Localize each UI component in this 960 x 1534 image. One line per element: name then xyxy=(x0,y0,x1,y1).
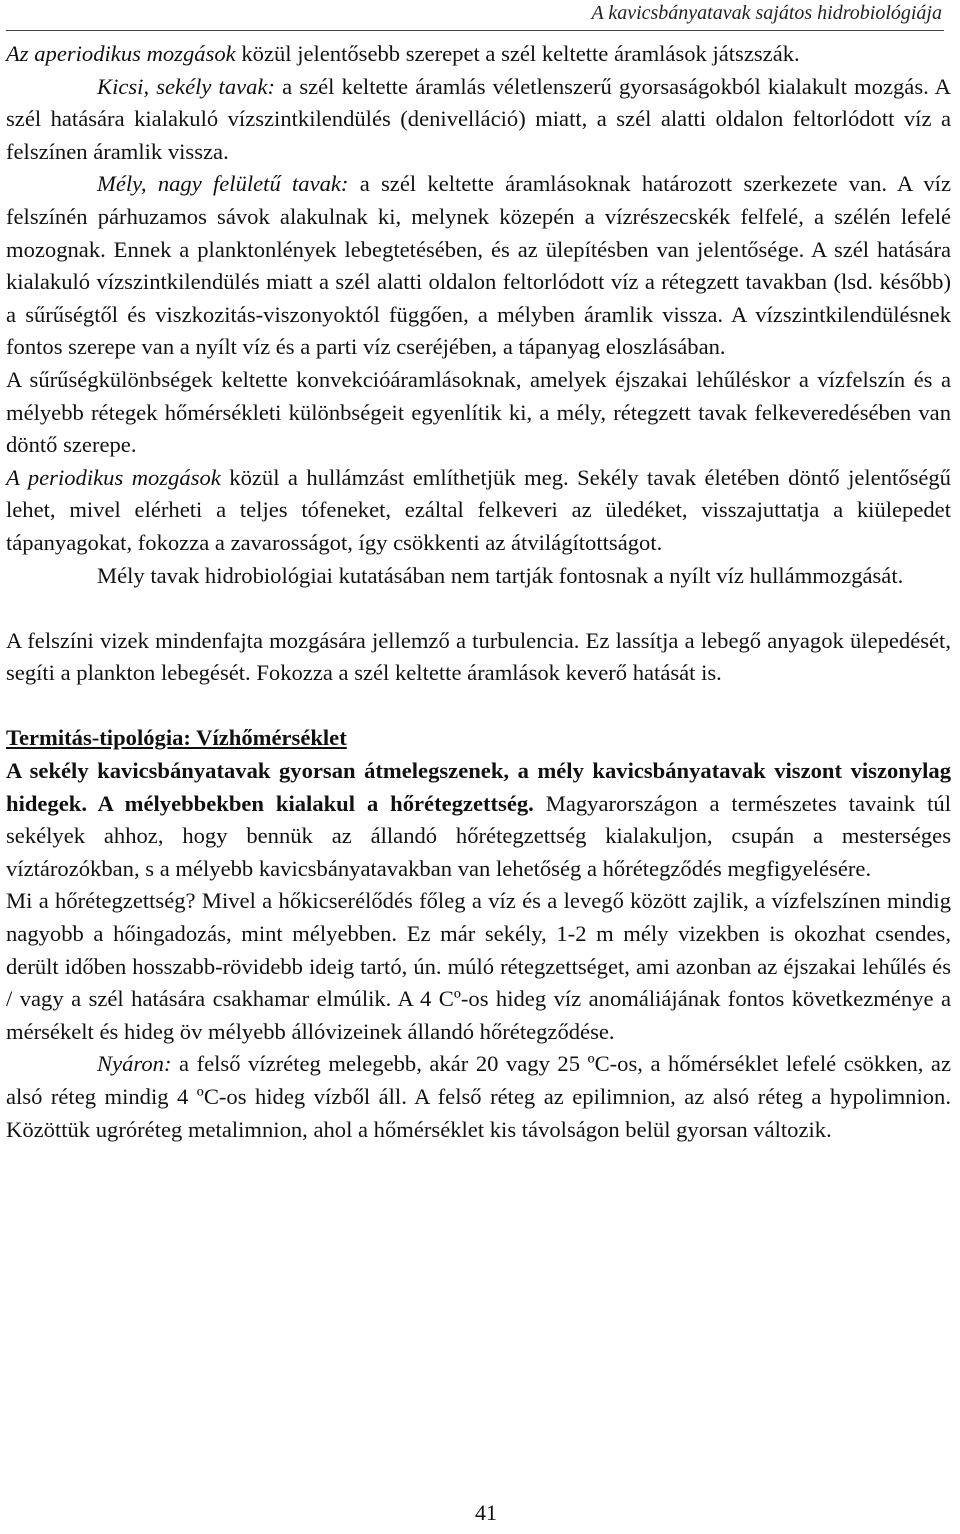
paragraph-stratification-intro xyxy=(6,755,951,885)
paragraph-small-lakes xyxy=(6,71,951,169)
paragraph-text: közül a hullámzást említhetjük meg. Sekély tavak életében döntő jelentőségű lehet, mivel elérheti a teljes tófeneket, ezáltal felkeveri az üledéket, visszajuttatja a kiülepedet tápanyagokat, fokozza a zavarosságot, így csökkenti az átvilágítottságot. xyxy=(6,464,951,555)
paragraph-aperiodic xyxy=(6,38,951,71)
paragraph-convection: A sűrűségkülönbségek keltette konvekcióáramlásoknak, amelyek éjszakai lehűléskor a vízfelszín és a mélyebb rétegek hőmérsékleti különbségeit egyenlítik ki, a mély, rétegzett tavak felkeveredésében van döntő szerepe. xyxy=(6,366,951,458)
page-body xyxy=(6,38,951,1146)
header-rule xyxy=(6,30,944,31)
term-aperiodic: Az aperiodikus mozgások xyxy=(6,41,236,66)
section-heading-text: Termitás-tipológia: Vízhőmérséklet xyxy=(6,725,347,751)
paragraph-text: közül jelentősebb szerepet a szél keltette áramlások játszszák. xyxy=(235,41,800,66)
paragraph-summer xyxy=(6,1048,951,1146)
term-summer: Nyáron: xyxy=(97,1051,172,1077)
paragraph-text: a szél keltette áramlásoknak határozott szerkezete van. A víz felszínén párhuzamos sávok alakulnak ki, melynek közepén a vízrészecskék felfelé, a szélén lefelé mozognak. Ennek a planktonlények lebegtetésében, és az ülepítésben van jelentősége. A szél hatására kialakuló vízszintkilendülés miatt a szél alatti oldalon feltorlódott víz a rétegzett tavakban (lsd. később) a sűrűségtől és viszkozitás-viszonyoktól függően, a mélyben áramlik vissza. A vízszintkilendülésnek fontos szerepe van a nyílt víz és a parti víz cseréjében, a tápanyag eloszlásában. xyxy=(6,171,951,360)
term-periodic: A periodikus mozgások xyxy=(6,464,221,490)
term-small-lakes: Kicsi, sekély tavak: xyxy=(97,73,276,99)
paragraph-stratification-question: Mi a hőrétegzettség? Mivel a hőkicserélődés főleg a víz és a levegő között zajlik, a vízfelszínen mindig nagyobb a hőingadozás, mint mélyebben. Ez már sekély, 1-2 m mély vizekben is okozhat csendes, derült időben hosszabb-rövidebb ideig tartó, ún. múló rétegzettséget, ami azonban az éjszakai lehűlés és / vagy a szél hatására csakhamar elmúlik. A 4 Cº-os hideg víz anomáliájának fontos következménye a mérsékelt és hideg öv mélyebb állóvizeinek állandó hőrétegződése. xyxy=(6,888,951,1044)
bold-statement: A sekély kavicsbányatavak gyorsan átmelegszenek, a mély kavicsbányatavak viszont viszonylag hidegek. A mélyebbekben kialakul a hőrétegzettség. xyxy=(6,758,951,816)
paragraph-text: Magyarországon a természetes tavaink túl sekélyek ahhoz, hogy bennük az állandó hőrétegzettség kialakuljon, csupán a mesterséges víztározókban, s a mélyebb kavicsbányatavakban van lehetőség a hőrétegződés megfigyelésére. xyxy=(6,790,952,881)
paragraph-periodic xyxy=(6,462,951,560)
running-header: A kavicsbányatavak sajátos hidrobiológiája xyxy=(591,2,942,24)
paragraph-deep-lake-waves: Mély tavak hidrobiológiai kutatásában nem tartják fontosnak a nyílt víz hullámmozgását. xyxy=(97,562,904,588)
paragraph-turbulence: A felszíni vizek mindenfajta mozgására jellemző a turbulencia. Ez lassítja a lebegő anyagok ülepedését, segíti a plankton lebegését. Fokozza a szél keltette áramlások keverő hatását is. xyxy=(6,627,951,686)
paragraph-gap xyxy=(6,690,951,723)
section-heading xyxy=(6,722,951,755)
paragraph-text: a felső vízréteg melegebb, akár 20 vagy 25 ºC-os, a hőmérséklet lefelé csökken, az alsó réteg mindig 4 ºC-os hideg vízből áll. A felső réteg az epilimnion, az alsó réteg a hypolimnion. Közöttük ugróréteg metalimnion, ahol a hőmérséklet kis távolságon belül gyorsan változik. xyxy=(6,1051,951,1142)
paragraph-text: a szél keltette áramlás véletlenszerű gyorsaságokból kialakult mozgás. A szél hatására kialakuló vízszintkilendülés (denivelláció) miatt, a szél alatti oldalon feltorlódott víz a felszínen áramlik vissza. xyxy=(6,73,951,164)
page-number: 41 xyxy=(475,1500,497,1525)
paragraph-gap xyxy=(6,592,951,625)
paragraph-deep-lakes xyxy=(6,168,951,364)
term-deep-lakes: Mély, nagy felületű tavak: xyxy=(97,171,349,197)
